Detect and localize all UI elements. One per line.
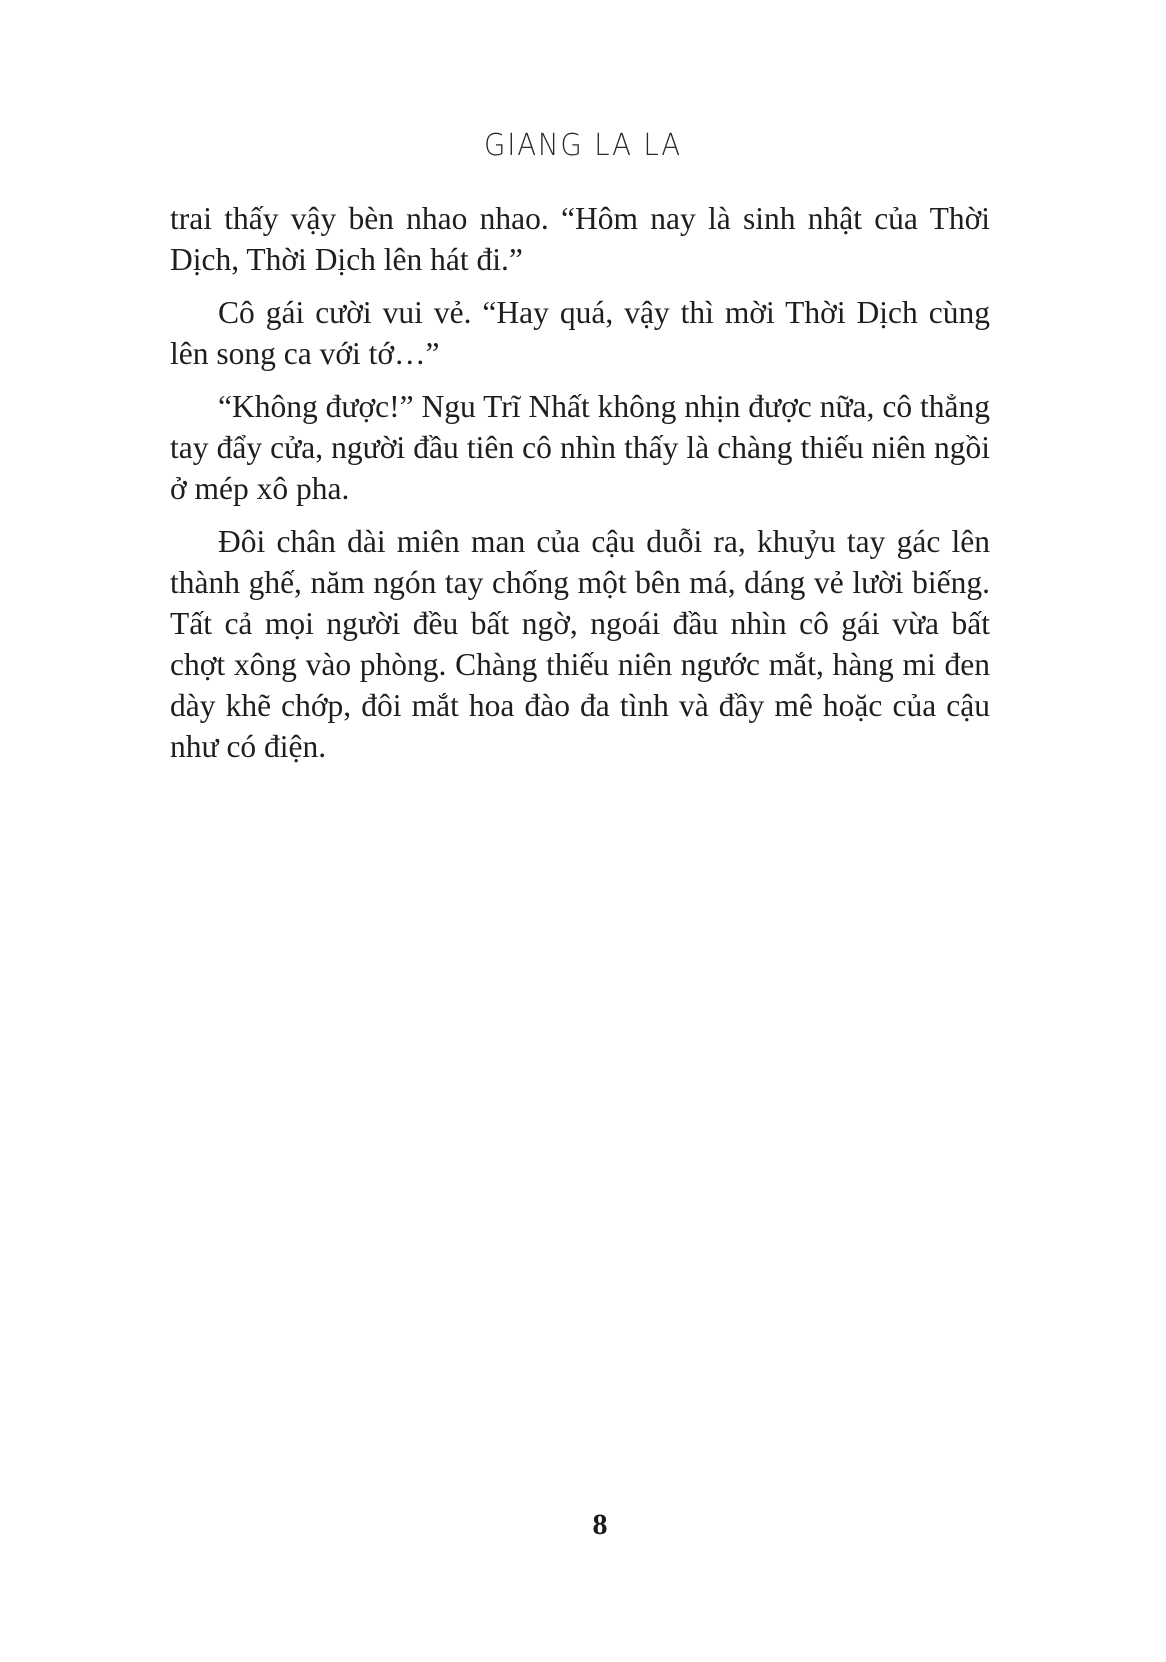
page-number: 8 <box>592 1508 608 1541</box>
body-text <box>170 198 990 779</box>
running-header: GIANG LA LA <box>483 128 683 163</box>
paragraph: Cô gái cười vui vẻ. “Hay quá, vậy thì mời Thời Dịch cùng lên song ca với tớ…” <box>170 295 990 371</box>
paragraph: trai thấy vậy bèn nhao nhao. “Hôm nay là sinh nhật của Thời Dịch, Thời Dịch lên hát đi.” <box>170 201 990 277</box>
paragraph: “Không được!” Ngu Trĩ Nhất không nhịn được nữa, cô thẳng tay đẩy cửa, người đầu tiên cô nhìn thấy là chàng thiếu niên ngồi ở mép xô pha. <box>170 389 990 506</box>
paragraph: Đôi chân dài miên man của cậu duỗi ra, khuỷu tay gác lên thành ghế, năm ngón tay chống một bên má, dáng vẻ lười biếng. Tất cả mọi người đều bất ngờ, ngoái đầu nhìn cô gái vừa bất chợt xông vào phòng. Chàng thiếu niên ngước mắt, hàng mi đen dày khẽ chớp, đôi mắt hoa đào đa tình và đầy mê hoặc của cậu như có điện. <box>170 524 990 764</box>
